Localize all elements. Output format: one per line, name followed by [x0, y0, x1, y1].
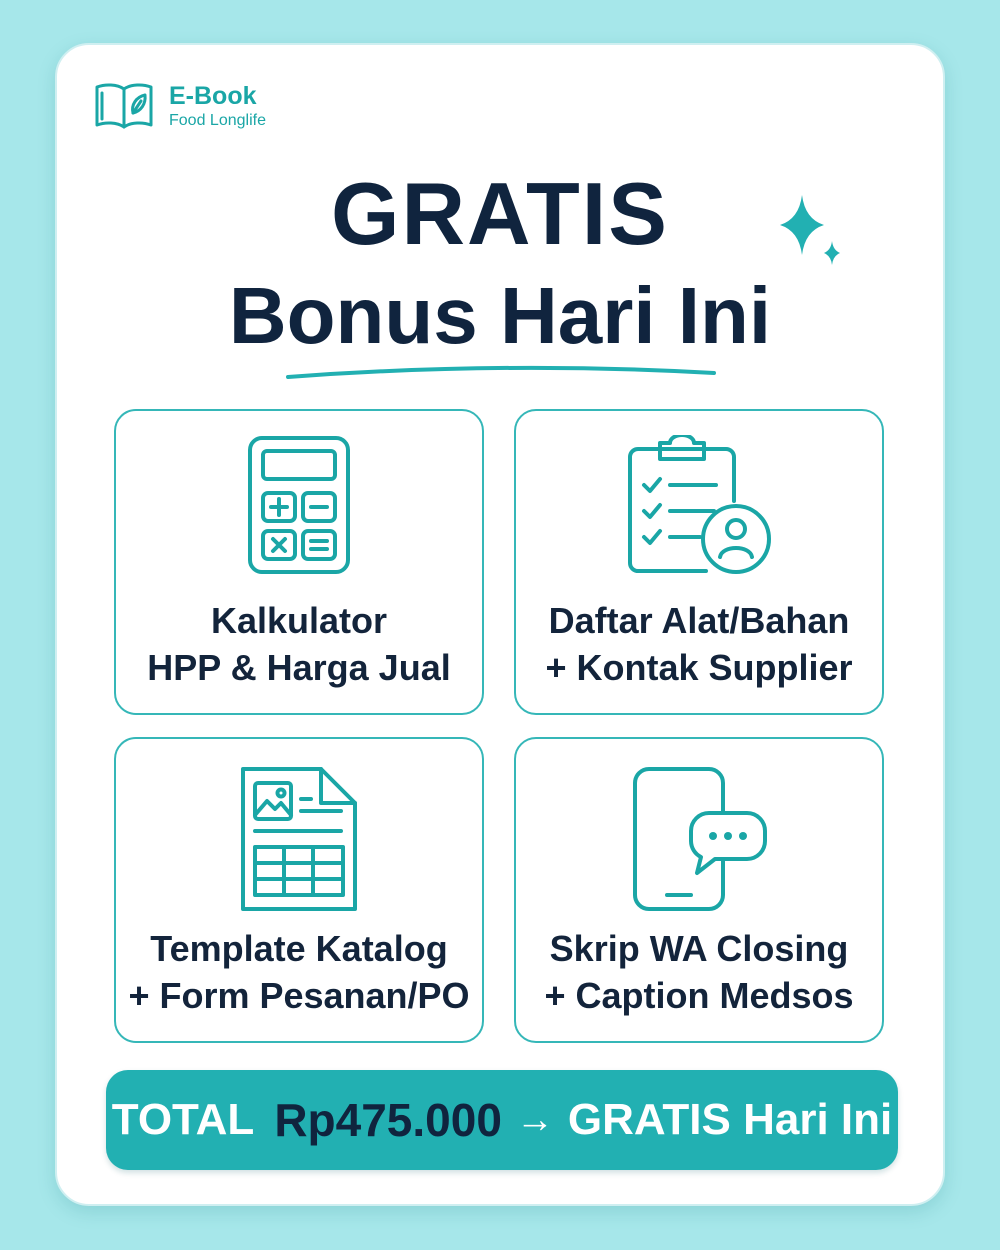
bonus-card-calculator: [114, 409, 484, 715]
bonus-card-supplier-list: [514, 409, 884, 715]
bonus-card-catalog-template: [114, 737, 484, 1043]
arrow-right-icon: →: [515, 1098, 554, 1141]
total-free-label: GRATIS Hari Ini: [567, 1095, 893, 1144]
bonus-subtitle: HPP & Harga Jual: [147, 647, 451, 688]
bonus-title: Skrip WA Closing: [549, 928, 849, 969]
bonus-title: Template Katalog: [150, 928, 448, 969]
brand-subtitle: Food Longlife: [169, 111, 266, 129]
bonus-subtitle: + Form Pesanan/PO: [128, 975, 470, 1016]
total-amount: Rp475.000: [274, 1094, 502, 1146]
bonus-card-wa-script: [514, 737, 884, 1043]
bonus-subtitle: + Caption Medsos: [544, 975, 854, 1016]
total-price-banner[interactable]: [106, 1070, 898, 1170]
sparkle-icon: [762, 195, 852, 275]
bonus-subtitle: + Kontak Supplier: [545, 647, 853, 688]
calculator-icon: [247, 435, 351, 575]
promo-card: [55, 43, 945, 1206]
phone-chat-icon: [629, 763, 769, 915]
book-leaf-icon: [93, 81, 155, 131]
brand-title: E-Book: [169, 81, 257, 110]
document-template-icon: [237, 763, 361, 915]
headline-underline: [285, 363, 717, 383]
bonus-title: Daftar Alat/Bahan: [548, 600, 850, 641]
bonus-title: Kalkulator: [210, 600, 388, 641]
headline-bonus-today: Bonus Hari Ini: [228, 271, 772, 360]
headline-free: GRATIS: [331, 164, 669, 263]
brand-logo: [93, 81, 266, 131]
total-label: TOTAL: [111, 1095, 255, 1144]
clipboard-checklist-contact-icon: [624, 435, 774, 579]
